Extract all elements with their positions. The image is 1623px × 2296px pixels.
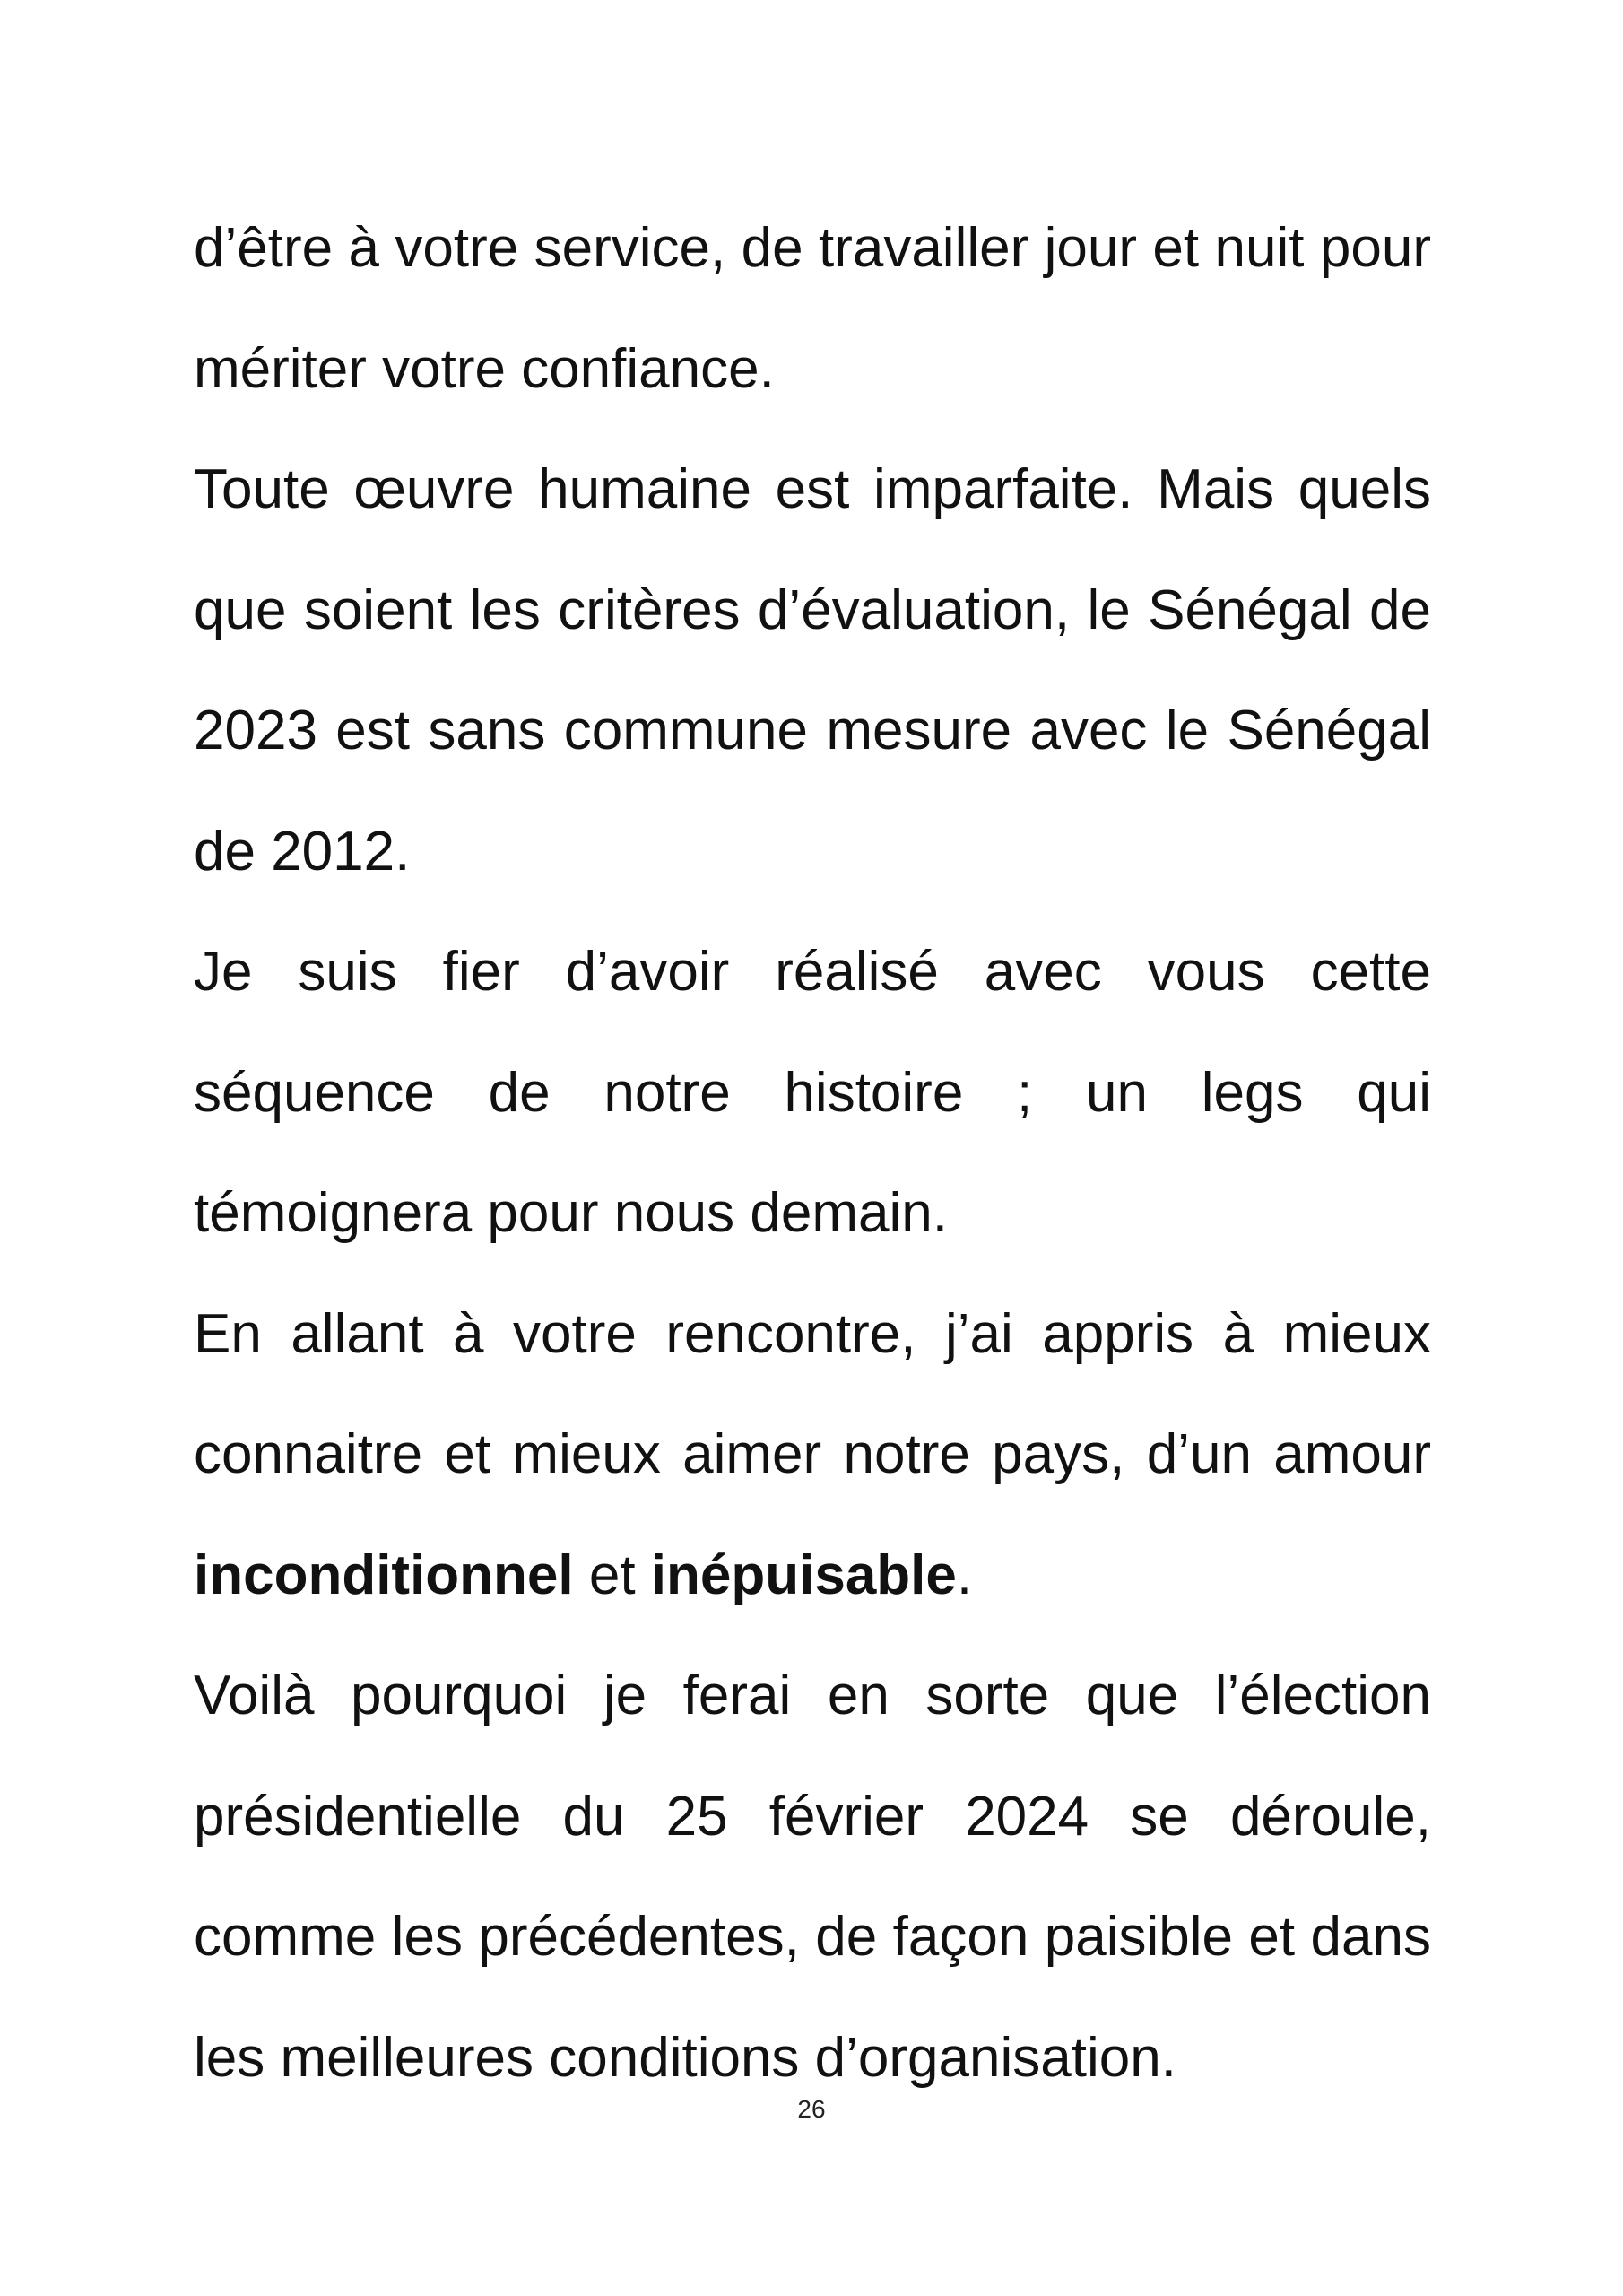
document-body xyxy=(194,188,1431,2118)
bold-inepuisable: inépuisable xyxy=(650,1544,957,1606)
paragraph-rencontre-text: En allant à votre rencontre, j’ai appris à mieux connaitre et mieux aimer notre pays, d’un amour xyxy=(194,1302,1431,1485)
bold-inconditionnel: inconditionnel xyxy=(194,1544,574,1606)
paragraph-fier: Je suis fier d’avoir réalisé avec vous cette séquence de notre histoire ; un legs qui témoignera pour nous demain. xyxy=(194,941,1431,1244)
paragraph-election: Voilà pourquoi je ferai en sorte que l’élection présidentielle du 25 février 2024 se déroule, comme les précédentes, de façon paisible et dans les meilleures conditions d’organisation. xyxy=(194,1665,1431,2089)
page-number: 26 xyxy=(797,2095,826,2123)
paragraph-rencontre xyxy=(194,1274,1431,1637)
paragraph-rencontre-conjunction: et xyxy=(573,1544,651,1606)
paragraph-oeuvre: Toute œuvre humaine est imparfaite. Mais quels que soient les critères d’évaluation, le Sénégal de 2023 est sans commune mesure avec le Sénégal de 2012. xyxy=(194,458,1431,883)
paragraph-service: d’être à votre service, de travailler jour et nuit pour mériter votre confiance. xyxy=(194,217,1431,400)
paragraph-rencontre-period: . xyxy=(956,1544,973,1606)
